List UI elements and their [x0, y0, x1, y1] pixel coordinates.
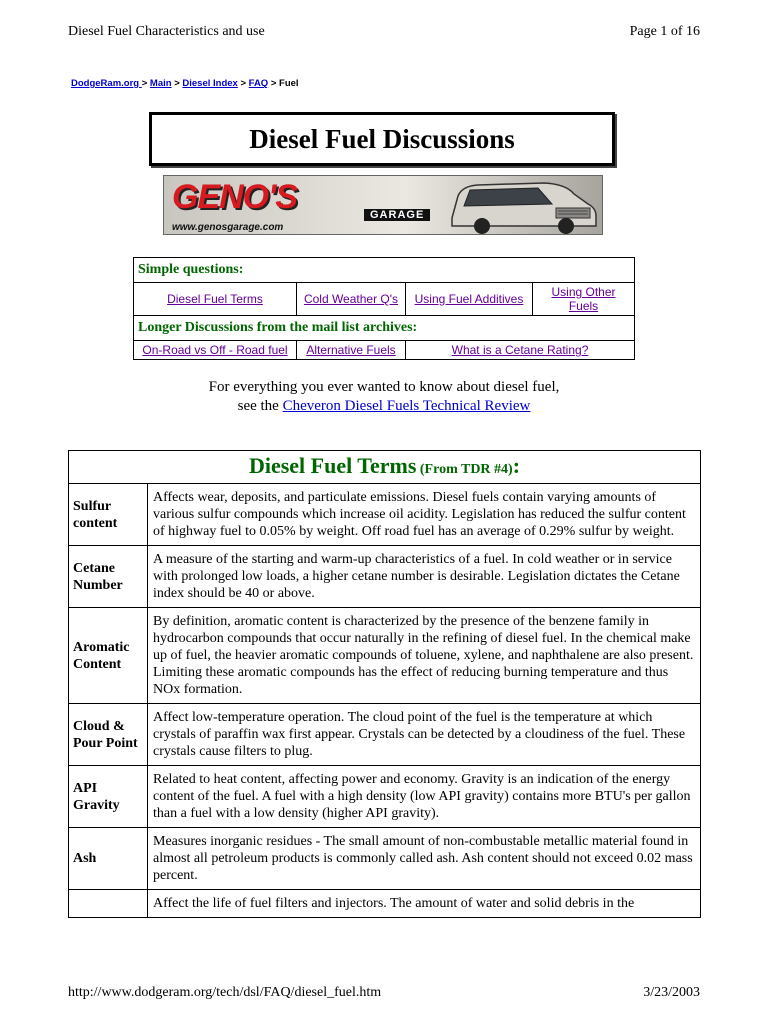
- terms-title: Diesel Fuel Terms: [248, 453, 417, 478]
- print-header-title: Diesel Fuel Characteristics and use: [68, 24, 265, 39]
- link-cold-weather[interactable]: Cold Weather Q's: [303, 292, 399, 306]
- term-name: API Gravity: [69, 766, 148, 828]
- page-title-box: [149, 112, 615, 166]
- term-row: [69, 890, 701, 918]
- link-fuel-additives[interactable]: Using Fuel Additives: [414, 292, 524, 306]
- print-footer-url: http://www.dodgeram.org/tech/dsl/FAQ/diesel_fuel.htm: [68, 985, 382, 1000]
- print-footer-date: 3/23/2003: [643, 985, 700, 1000]
- simple-questions-heading: Simple questions:: [134, 258, 635, 283]
- term-definition: Affect low-temperature operation. The cloud point of the fuel is the temperature at which crystals of paraffin wax first appear. Crystals can be detected by a cloudiness of the fuel. These crystals cause filters to plug.: [148, 704, 701, 766]
- breadcrumb-link-dodgeram[interactable]: DodgeRam.org: [71, 78, 142, 89]
- truck-image: [448, 178, 598, 234]
- banner-url-text: www.genosgarage.com: [172, 222, 284, 233]
- banner-logo-text: GENO'S: [172, 178, 297, 216]
- terms-table-heading: [69, 451, 701, 484]
- diesel-fuel-terms-table: [68, 450, 701, 918]
- longer-discussions-heading: Longer Discussions from the mail list archives:: [134, 316, 635, 341]
- page-title: Diesel Fuel Discussions: [249, 123, 515, 154]
- term-definition: Measures inorganic residues - The small amount of non-combustable metallic material found in almost all petroleum products is commonly called ash. Ash content should not exceed 0.02 mass percent.: [148, 828, 701, 890]
- term-name: Cetane Number: [69, 546, 148, 608]
- print-header-page: Page 1 of 16: [629, 24, 700, 39]
- term-row: [69, 766, 701, 828]
- link-other-fuels[interactable]: Using Other Fuels: [551, 285, 616, 313]
- breadcrumb-separator: >: [141, 78, 150, 89]
- link-alternative-fuels[interactable]: Alternative Fuels: [306, 343, 396, 357]
- term-row: [69, 546, 701, 608]
- terms-source: (From TDR #4): [419, 462, 513, 477]
- breadcrumb-separator: >: [237, 78, 249, 89]
- breadcrumb-link-faq[interactable]: FAQ: [248, 78, 269, 89]
- link-on-road-vs-off-road[interactable]: On-Road vs Off - Road fuel: [142, 343, 288, 357]
- terms-colon: :: [512, 453, 521, 478]
- intro-line-2-prefix: see the: [237, 398, 283, 414]
- link-cetane-rating[interactable]: What is a Cetane Rating?: [451, 343, 589, 357]
- term-name: Ash: [69, 828, 148, 890]
- quick-links-table: [133, 257, 635, 360]
- breadcrumb: [71, 78, 299, 89]
- print-footer: [68, 985, 700, 1001]
- term-name: [69, 890, 148, 918]
- term-definition: Related to heat content, affecting power and economy. Gravity is an indication of the energy content of the fuel. A fuel with a high density (low API gravity) contains more BTU's per gallon than a fuel with a low density (higher API gravity).: [148, 766, 701, 828]
- term-definition: A measure of the starting and warm-up characteristics of a fuel. In cold weather or in service with prolonged low loads, a higher cetane number is desirable. Legislation dictates the Cetane index should be 40 or above.: [148, 546, 701, 608]
- breadcrumb-separator: >: [171, 78, 183, 89]
- breadcrumb-current: Fuel: [279, 78, 299, 89]
- term-name: Sulfur content: [69, 484, 148, 546]
- link-diesel-fuel-terms[interactable]: Diesel Fuel Terms: [167, 292, 263, 306]
- banner-sub-text: GARAGE: [364, 209, 430, 221]
- term-row: [69, 608, 701, 704]
- term-row: [69, 828, 701, 890]
- term-name: Aromatic Content: [69, 608, 148, 704]
- intro-line-1: For everything you ever wanted to know about diesel fuel,: [208, 379, 560, 395]
- term-row: [69, 704, 701, 766]
- breadcrumb-link-main[interactable]: Main: [149, 78, 172, 89]
- link-chevron-review[interactable]: Cheveron Diesel Fuels Technical Review: [282, 398, 531, 414]
- term-definition: Affect the life of fuel filters and injectors. The amount of water and solid debris in the: [148, 890, 701, 918]
- term-name: Cloud & Pour Point: [69, 704, 148, 766]
- term-row: [69, 484, 701, 546]
- breadcrumb-link-diesel-index[interactable]: Diesel Index: [182, 78, 238, 89]
- genos-garage-banner[interactable]: [163, 175, 603, 235]
- print-header: [68, 24, 700, 40]
- term-definition: Affects wear, deposits, and particulate emissions. Diesel fuels contain varying amounts of various sulfur compounds which increase oil acidity. Legislation has reduced the sulfur content of highway fuel to 0.05% by weight. Off road fuel has an average of 0.29% sulfur by weight.: [148, 484, 701, 546]
- intro-paragraph: [0, 378, 768, 416]
- term-definition: By definition, aromatic content is characterized by the presence of the benzene family in hydrocarbon compounds that occur naturally in the refining of diesel fuel. In the chemical make up of fuel, the heavier aromatic compounds of toluene, xylene, and naphthalene are also present. Limiting these aromatic compounds has the effect of reducing burning temperature and thus NOx formation.: [148, 608, 701, 704]
- breadcrumb-separator: >: [268, 78, 280, 89]
